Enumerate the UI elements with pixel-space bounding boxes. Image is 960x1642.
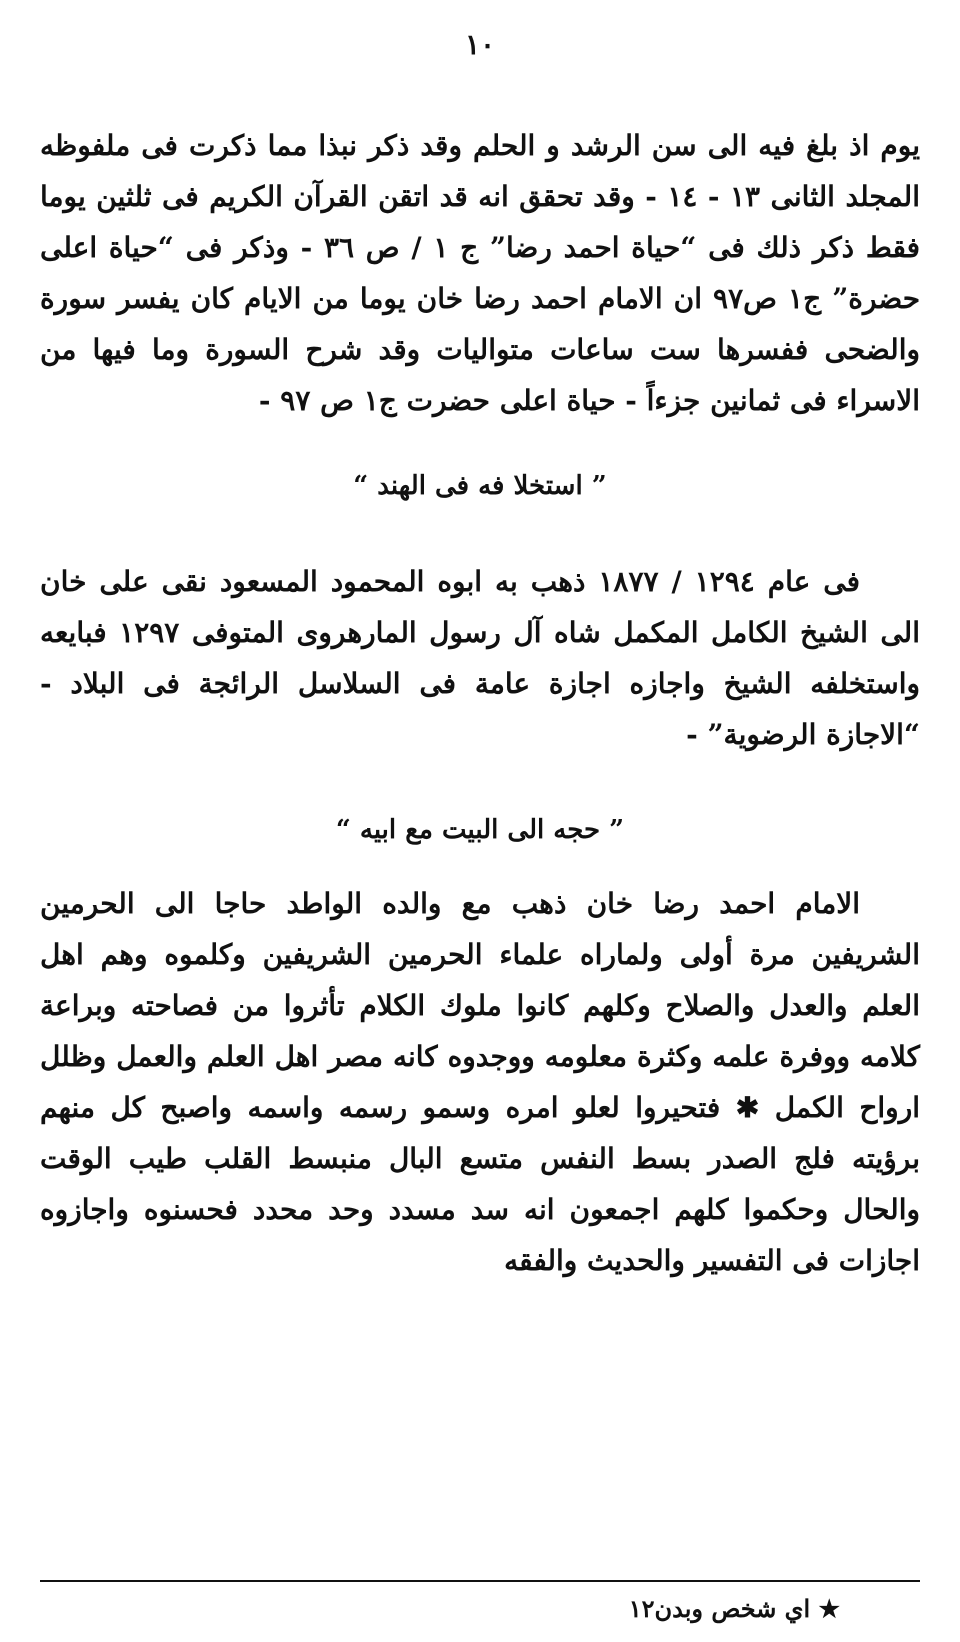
paragraph-3: الامام احمد رضا خان ذهب مع والده الواطد حاجا الى الحرمين الشريفين مرة أولى ولماراه علماء الحرمين الشريفين وكلموه وهم اهل العلم والعدل والصلاح وكلهم كانوا ملوك الكلام تأثروا من فصاحته وبراعة كلامه ووفرة علمه وكثرة معلومه ووجدوه كانه مصر اهل العلم والعمل وظلل ارواح الكمل ✱ فتحيروا لعلو امره وسمو رسمه واسمه واصبح كل منهم برؤيته فلج الصدر بسط النفس متسع البال منبسط القلب طيب الوقت والحال وحكموا كلهم اجمعون انه سد مسدد وحد محدد فحسنوه واجازوه اجازات فى التفسير والحديث والفقه xyxy=(40,887,920,1277)
page-number: ١٠ xyxy=(464,28,496,61)
paragraph-2: فى عام ١٢٩٤ / ١٨٧٧ ذهب به ابوه المحمود المسعود نقى على خان الى الشيخ الكامل المكمل شاه آل رسول المارهروى المتوفى ١٢٩٧ فبايعه واستخلفه الشيخ واجازه اجازة عامة فى السلاسل الرائجة فى البلاد - “الاجازة الرضوية” - xyxy=(40,565,920,751)
footnote-divider xyxy=(40,1580,920,1582)
section-heading-hajj: ” حجه الى البيت مع ابيه “ xyxy=(335,815,625,845)
paragraph-1: يوم اذ بلغ فيه الى سن الرشد و الحلم وقد ذكر نبذا مما ذكرت فى ملفوظه المجلد الثانى ١٣ - ١٤ - وقد تحقق انه قد اتقن القرآن الكريم فى ثلثين يوما فقط ذكر ذلك فى “حياة احمد رضا” ج ١ / ص ٣٦ - وذكر فى “حياة اعلى حضرة” ج١ ص٩٧ ان الامام احمد رضا خان يوما من الايام كان يفسر سورة والضحى ففسرها ست ساعات متواليات وقد شرح السورة وما فيها من الاسراء فى ثمانين جزءاً - حياة اعلى حضرت ج١ ص ٩٧ - xyxy=(40,129,921,417)
footnote: ★ اي شخص وبدن١٢ xyxy=(628,1594,840,1623)
section-heading-succession: ” استخلا فه فى الهند “ xyxy=(353,471,607,501)
page-body xyxy=(40,120,920,1286)
